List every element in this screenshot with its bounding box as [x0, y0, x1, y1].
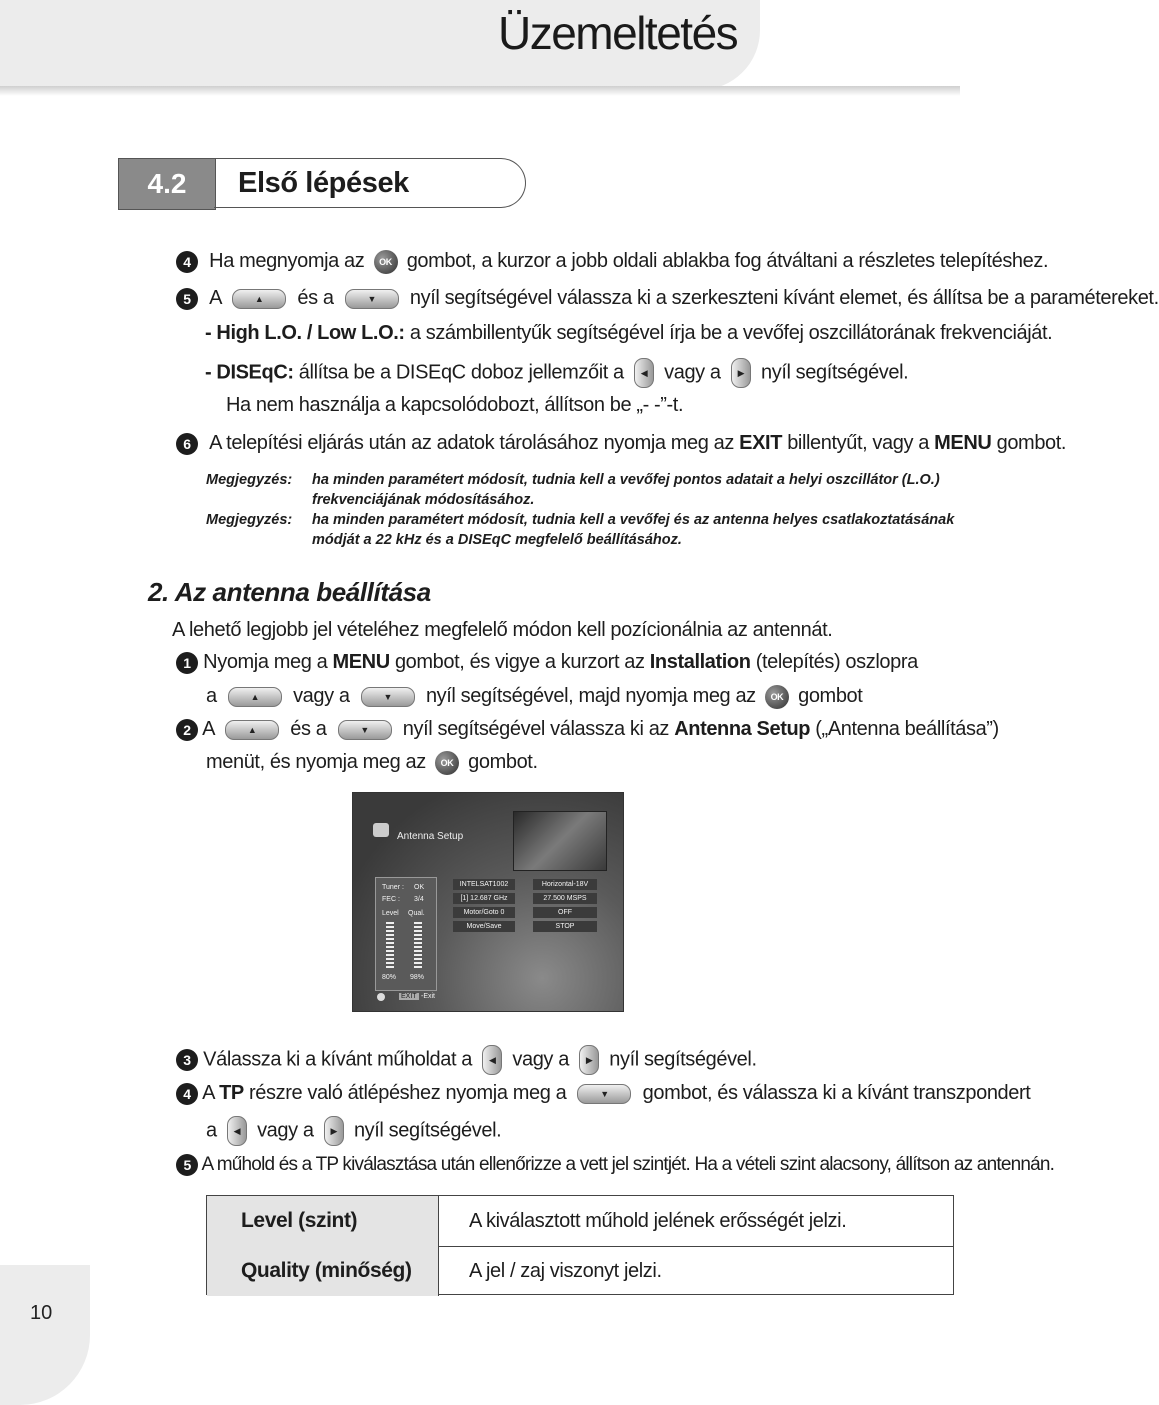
param-text: nyíl segítségével.: [761, 361, 909, 384]
right-arrow-button-icon: ▶: [324, 1116, 344, 1146]
step-text: A: [202, 718, 214, 740]
exit-label: -Exit: [421, 993, 435, 1000]
param-label: - DISEqC:: [205, 361, 294, 384]
page-title: Üzemeltetés: [498, 7, 738, 59]
param-text: a számbillentyűk segítségével írja be a vevőfej oszcillátorának frekvenciáját.: [409, 322, 1053, 344]
section-2-title: 2. Az antenna beállítása: [148, 577, 431, 607]
up-arrow-button-icon: ▲: [232, 289, 286, 309]
step-text: gombot, és válassza ki a kívánt transzpondert: [642, 1082, 1031, 1104]
ok-button-icon: OK: [374, 250, 398, 274]
param-text: vagy a: [664, 361, 721, 384]
step-text: Nyomja meg a: [203, 651, 328, 673]
step-number: 6: [176, 433, 198, 455]
right-arrow-button-icon: ▶: [579, 1045, 599, 1075]
quality-bar: [414, 922, 422, 968]
table-value: A jel / zaj viszonyt jelzi.: [469, 1259, 662, 1282]
step-text: vagy a: [293, 685, 350, 707]
step-text: A telepítési eljárás után az adatok tárolásához nyomja meg az: [209, 432, 734, 454]
step-text: a: [206, 1119, 217, 1142]
quality-percent: 98%: [410, 974, 425, 981]
step-2: [176, 716, 999, 742]
step-5b: [176, 1152, 1054, 1178]
step-text: nyíl segítségével válassza ki a szerkeszteni kívánt elemet, és állítsa be a paramétereket.: [409, 287, 1159, 309]
footer-shape: [0, 1265, 90, 1405]
note-label: Megjegyzés:: [206, 472, 293, 488]
antenna-setup-label: Antenna Setup: [674, 718, 811, 740]
step-number: 3: [176, 1049, 198, 1071]
left-arrow-button-icon: ◀: [634, 358, 654, 388]
left-arrow-button-icon: ◀: [227, 1116, 247, 1146]
up-arrow-button-icon: ▲: [228, 687, 282, 707]
step-text: Ha megnyomja az: [209, 250, 365, 272]
step-text: a: [206, 685, 217, 707]
step-text: nyíl segítségével.: [353, 1119, 502, 1142]
step-4b-cont: [206, 1116, 501, 1146]
step-text: részre való átlépéshez nyomja meg a: [249, 1082, 567, 1104]
step-number: 4: [176, 251, 198, 273]
page-number: 10: [30, 1302, 53, 1324]
exit-key: EXIT: [401, 993, 417, 1000]
step-1: [176, 649, 918, 675]
header-shadow: [0, 86, 960, 96]
polarization: Horizontal-18V: [533, 879, 597, 890]
step-text: („Antenna beállítása”): [815, 718, 999, 740]
section-2-intro: A lehető legjobb jel vételéhez megfelelő módon kell pozícionálnia az antennát.: [172, 619, 833, 641]
step-text: gombot.: [996, 432, 1067, 454]
section-number: 4.2: [118, 158, 216, 210]
note-line: frekvenciájának módosításához.: [312, 492, 535, 508]
step-6: [176, 430, 1066, 456]
ok-button-icon: OK: [435, 751, 459, 775]
step-text: nyíl segítségével.: [609, 1048, 757, 1071]
down-arrow-button-icon: ▼: [345, 289, 399, 309]
satellite-name: INTELSAT1002: [453, 879, 515, 890]
note-line: ha minden paramétert módosít, tudnia kell a vevőfej pontos adatait a helyi oszcillátor (L.O.): [312, 472, 940, 488]
note-label: Megjegyzés:: [206, 512, 293, 528]
table-row: [207, 1246, 953, 1296]
signal-panel: [375, 877, 437, 991]
exit-icon: [377, 993, 385, 1001]
tv-preview: [513, 811, 607, 871]
ok-button-icon: OK: [765, 685, 789, 709]
diseqc-note: Ha nem használja a kapcsolódobozt, állítson be „- -”-t.: [226, 394, 684, 416]
note-line: ha minden paramétert módosít, tudnia kell a vevőfej és az antenna helyes csatlakoztatásának: [312, 512, 955, 528]
step-text: nyíl segítségével válassza ki az: [402, 718, 670, 740]
down-arrow-button-icon: ▼: [361, 687, 415, 707]
tuner-label: Tuner :: [382, 884, 404, 891]
step-1-cont: [206, 683, 862, 709]
step-5: [176, 285, 1159, 311]
step-number: 5: [176, 288, 198, 310]
step-text: gombot, a kurzor a jobb oldali ablakba fog átváltani a részletes telepítéshez.: [406, 250, 1049, 272]
step-number: 4: [176, 1083, 198, 1105]
settings-values: [533, 879, 597, 932]
tp-label: TP: [219, 1082, 244, 1104]
settings-keys: [453, 879, 515, 932]
exit-key-label: EXIT: [739, 432, 783, 454]
level-label: Level: [382, 910, 399, 917]
param-label: - High L.O. / Low L.O.:: [205, 322, 405, 344]
fec-label: FEC :: [382, 896, 400, 903]
menu-key-label: MENU: [332, 651, 390, 673]
satellite-icon: [373, 823, 389, 837]
step-number: 2: [176, 719, 198, 741]
step-text: (telepítés) oszlopra: [755, 651, 918, 673]
step-text: gombot, és vigye a kurzort az: [394, 651, 645, 673]
down-arrow-button-icon: ▼: [577, 1084, 631, 1104]
fec-value: 3/4: [414, 896, 424, 903]
symbol-rate: 27.500 MSPS: [533, 893, 597, 904]
step-number: 5: [176, 1154, 198, 1176]
step-text: és a: [290, 718, 327, 740]
step-text: vagy a: [257, 1119, 314, 1142]
step-text: A: [209, 287, 222, 309]
antenna-setup-screenshot: [352, 792, 624, 1012]
left-arrow-button-icon: ◀: [482, 1045, 502, 1075]
motor-goto: Motor/Goto 0: [453, 907, 515, 918]
diseqc-line: [205, 358, 908, 388]
down-arrow-button-icon: ▼: [338, 720, 392, 740]
section-title: Első lépések: [214, 158, 526, 208]
step-text: billentyűt, vagy a: [787, 432, 929, 454]
step-4b: [176, 1080, 1030, 1106]
step-2-cont: [206, 749, 538, 775]
quality-label: Qual.: [408, 910, 425, 917]
menu-key-label: MENU: [934, 432, 992, 454]
right-arrow-button-icon: ▶: [731, 358, 751, 388]
step-text: vagy a: [512, 1048, 569, 1071]
step-text: A műhold és a TP kiválasztása után ellenőrizze a vett jel szintjét. Ha a vételi szint alacsony, állítson az antennán.: [201, 1154, 1055, 1175]
step-number: 1: [176, 652, 198, 674]
step-text: és a: [297, 287, 334, 309]
step-4: [176, 248, 1048, 274]
step-text: nyíl segítségével, majd nyomja meg az: [425, 685, 756, 707]
screen-title: Antenna Setup: [397, 831, 464, 842]
note-line: módját a 22 kHz és a DISEqC megfelelő beállításához.: [312, 532, 682, 548]
transponder: [1] 12.687 GHz: [453, 893, 515, 904]
installation-label: Installation: [649, 651, 751, 673]
table-value: A kiválasztott műhold jelének erősségét jelzi.: [469, 1209, 847, 1232]
move-save: Move/Save: [453, 921, 515, 932]
table-key: Quality (minőség): [207, 1246, 439, 1296]
motor-value: OFF: [533, 907, 597, 918]
step-text: gombot: [798, 685, 863, 707]
level-percent: 80%: [382, 974, 397, 981]
step-text: menüt, és nyomja meg az: [206, 751, 426, 773]
move-value: STOP: [533, 921, 597, 932]
level-quality-table: [206, 1195, 954, 1295]
param-text: állítsa be a DISEqC doboz jellemzőit a: [298, 361, 624, 384]
table-key: Level (szint): [207, 1196, 439, 1246]
up-arrow-button-icon: ▲: [225, 720, 279, 740]
step-3: [176, 1045, 757, 1075]
step-text: A: [202, 1082, 214, 1104]
table-row: [207, 1196, 953, 1247]
level-bar: [386, 922, 394, 968]
step-text: Válassza ki a kívánt műholdat a: [203, 1048, 473, 1071]
high-low-lo-line: [205, 320, 1052, 346]
step-text: gombot.: [468, 751, 538, 773]
tuner-value: OK: [414, 884, 425, 891]
